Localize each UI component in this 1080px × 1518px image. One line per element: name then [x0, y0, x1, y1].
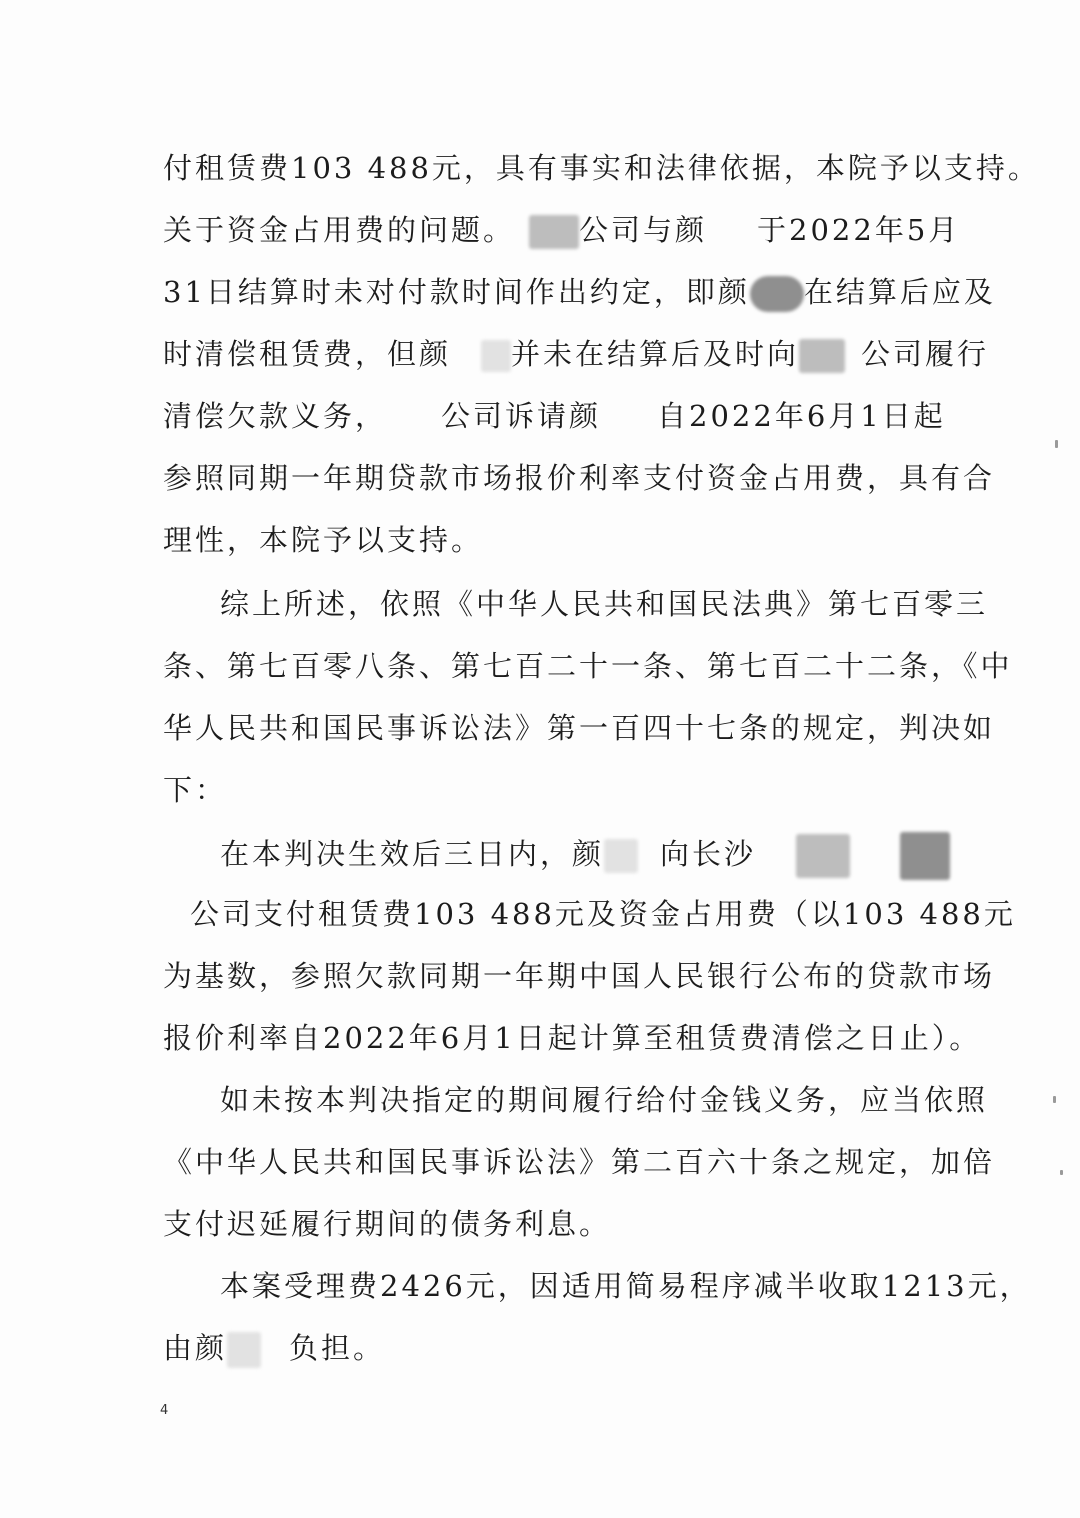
text-line — [163, 1328, 385, 1368]
text-segment: 清偿欠款义务， — [163, 399, 388, 433]
text-segment: 报价利率自2022年6月1日起计算至租赁费清偿之日止）。 — [163, 1021, 982, 1055]
text-line — [163, 956, 995, 996]
text-line — [163, 334, 989, 374]
text-line — [163, 770, 227, 810]
text-line — [163, 396, 946, 436]
text-segment: 下： — [163, 773, 228, 807]
text-line — [220, 1080, 988, 1120]
scan-speck — [1060, 1170, 1063, 1175]
text-segment: 并未在结算后及时向 — [511, 337, 800, 371]
text-segment: 时清偿租赁费，但颜 — [163, 337, 452, 371]
text-segment: 公司与颜 — [579, 213, 708, 247]
text-segment: 关于资金占用费的问题。 — [163, 213, 516, 247]
redaction-block — [796, 834, 850, 878]
text-segment: 在结算后应及 — [803, 275, 996, 309]
redaction-block — [481, 340, 511, 372]
text-line — [163, 1018, 981, 1058]
text-line — [163, 1204, 611, 1244]
text-segment: 由颜 — [163, 1331, 228, 1365]
text-segment: 支付迟延履行期间的债务利息。 — [163, 1207, 612, 1241]
text-line — [163, 520, 483, 560]
text-segment: 31日结算时未对付款时间作出约定，即颜 — [163, 275, 750, 309]
redaction-block — [604, 839, 638, 873]
text-segment: 在本判决生效后三日内，颜 — [220, 837, 605, 871]
scan-speck — [1055, 440, 1058, 448]
text-segment: 付租赁费103 488元，具有事实和法律依据，本院予以支持。 — [163, 151, 1040, 185]
text-line — [163, 646, 1013, 686]
redaction-block — [227, 1332, 261, 1368]
redaction-block — [799, 339, 845, 373]
text-segment: 条、第七百零八条、第七百二十一条、第七百二十二条，《中 — [163, 649, 1013, 683]
text-segment: 如未按本判决指定的期间履行给付金钱义务，应当依照 — [220, 1083, 989, 1117]
text-line — [220, 1266, 1032, 1306]
text-segment: 公司诉请颜 — [441, 399, 602, 433]
text-line — [163, 1142, 995, 1182]
text-segment: 参照同期一年期贷款市场报价利率支付资金占用费，具有合 — [163, 461, 996, 495]
text-segment: 本案受理费2426元，因适用简易程序减半收取1213元， — [220, 1269, 1032, 1303]
text-line — [163, 272, 996, 312]
text-line — [190, 894, 1016, 934]
scan-speck — [1053, 1096, 1056, 1103]
redaction-block — [750, 276, 804, 312]
text-segment: 华人民共和国民事诉讼法》第一百四十七条的规定，判决如 — [163, 711, 996, 745]
text-segment: 理性，本院予以支持。 — [163, 523, 484, 557]
page-number: 4 — [160, 1403, 169, 1418]
text-line — [163, 210, 960, 250]
text-segment: 综上所述，依照《中华人民共和国民法典》第七百零三 — [220, 587, 989, 621]
text-segment: 负担。 — [289, 1331, 386, 1365]
text-line — [220, 832, 950, 880]
text-segment: 自2022年6月1日起 — [657, 399, 946, 433]
text-line — [163, 458, 995, 498]
text-segment: 于2022年5月 — [757, 213, 961, 247]
redaction-block — [900, 832, 950, 880]
text-line — [220, 584, 988, 624]
text-segment: 为基数，参照欠款同期一年期中国人民银行公布的贷款市场 — [163, 959, 996, 993]
text-segment: 向长沙 — [660, 837, 757, 871]
redaction-block — [529, 215, 579, 249]
text-segment: 《中华人民共和国民事诉讼法》第二百六十条之规定，加倍 — [163, 1145, 996, 1179]
text-line — [163, 148, 1040, 188]
text-segment: 公司支付租赁费103 488元及资金占用费（以103 488元 — [190, 897, 1016, 931]
text-segment: 公司履行 — [861, 337, 990, 371]
text-line — [163, 708, 995, 748]
